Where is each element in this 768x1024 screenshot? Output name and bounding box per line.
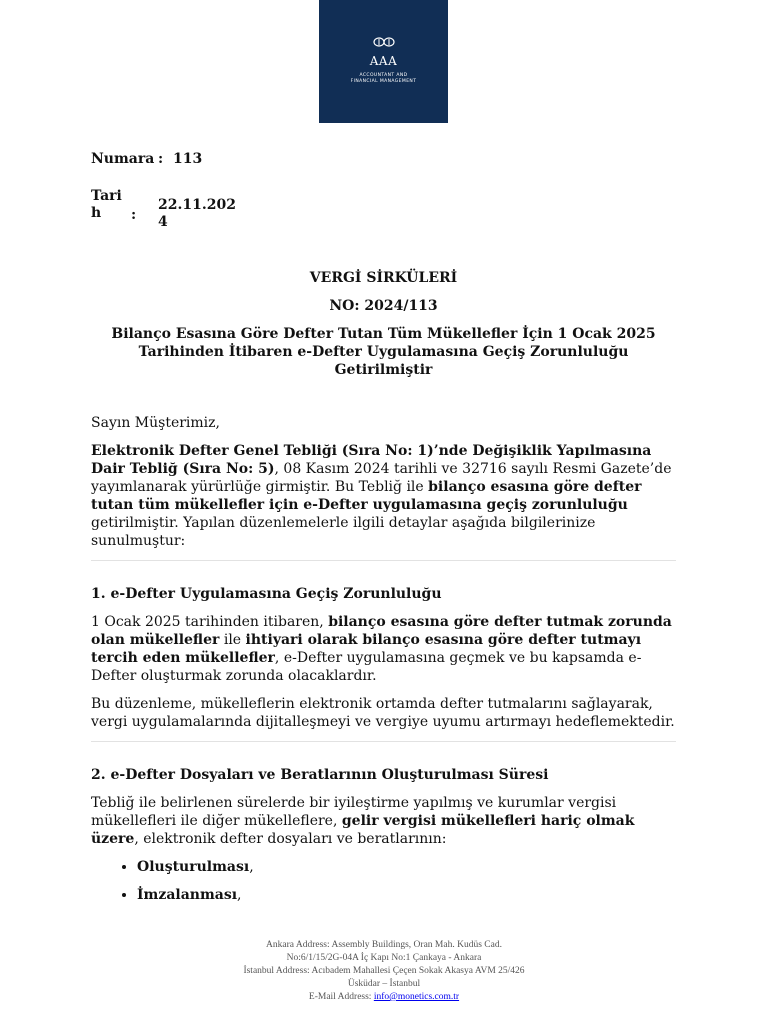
list-item xyxy=(137,858,676,876)
s2-text-2: , elektronik defter dosyaları ve beratlarının: xyxy=(134,831,447,847)
intro-bold-1: Elektronik Defter Genel Tebliği (Sıra No: 1)’nde Değişiklik Yapılmasına Dair Tebliğ (Sıra No: 5) xyxy=(91,443,652,477)
subject-line-3: Getirilmiştir xyxy=(334,362,433,378)
intro-paragraph xyxy=(91,442,676,550)
subject-heading xyxy=(91,325,676,379)
s1-bold-2: ihtiyari olarak bilanço esasına göre defter tutmayı tercih eden mükellefler xyxy=(91,632,642,666)
greeting: Sayın Müşterimiz, xyxy=(91,415,220,431)
section-2-heading: 2. e-Defter Dosyaları ve Beratlarının Oluşturulması Süresi xyxy=(91,767,549,783)
section-divider xyxy=(91,560,676,561)
list-item-text: , xyxy=(249,859,254,875)
logo-emblem-icon xyxy=(373,37,395,47)
subject-line-1: Bilanço Esasına Göre Defter Tutan Tüm Mükellefler İçin 1 Ocak 2025 xyxy=(111,326,656,342)
company-logo xyxy=(319,0,448,123)
page-footer xyxy=(0,939,768,1004)
list-item-bold: Oluşturulması xyxy=(137,859,250,875)
footer-email-label: E-Mail Address: xyxy=(308,992,374,1002)
s2-text-1: Tebliğ ile belirlenen sürelerde bir iyileştirme yapılmış ve kurumlar vergisi mükellefleri ile diğer mükelleflere, xyxy=(91,795,617,829)
logo-subtitle xyxy=(319,73,448,85)
section-2-paragraph-1 xyxy=(91,794,676,848)
footer-istanbul-address-2: Üsküdar – İstanbul xyxy=(347,979,421,989)
s1-bold-1: bilanço esasına göre defter tutmak zorunda olan mükellefler xyxy=(91,614,672,648)
circular-number: NO: 2024/113 xyxy=(329,298,438,314)
s1-text-2: ile xyxy=(219,632,246,648)
number-separator: : xyxy=(158,151,164,167)
section-1-heading: 1. e-Defter Uygulamasına Geçiş Zorunluluğu xyxy=(91,586,442,602)
number-label: Numara xyxy=(91,151,155,167)
date-separator: : xyxy=(131,207,137,223)
section-1-paragraph-2: Bu düzenleme, mükelleflerin elektronik ortamda defter tutmalarını sağlayarak, vergi uygulamalarında dijitalleşmeyi ve vergiye uyumu artırmayı hedeflemektedir. xyxy=(91,696,675,730)
s2-bold-1: gelir vergisi mükellefleri hariç olmak üzere xyxy=(91,813,635,847)
date-label-line-1: Tari xyxy=(91,188,122,204)
document-body xyxy=(91,414,676,914)
date-value-line-1: 22.11.202 xyxy=(158,197,236,213)
date-value xyxy=(158,197,236,231)
list-item xyxy=(137,886,676,904)
document-title: VERGİ SİRKÜLERİ xyxy=(309,270,458,286)
footer-email-line xyxy=(0,991,768,1004)
footer-email-link[interactable]: info@monetics.com.tr xyxy=(373,992,460,1002)
s1-text-1: 1 Ocak 2025 tarihinden itibaren, xyxy=(91,614,329,630)
list-item-bold: İmzalanması xyxy=(137,887,238,903)
section-2-list xyxy=(91,858,676,904)
intro-text-2: getirilmiştir. Yapılan düzenlemelerle ilgili detaylar aşağıda bilgilerinize sunulmuştur: xyxy=(91,515,596,549)
footer-ankara-address-2: No:6/1/15/2G-04A İç Kapı No:1 Çankaya - Ankara xyxy=(286,953,482,963)
section-1-paragraph-1 xyxy=(91,613,676,685)
s1-text-3: , e-Defter uygulamasına geçmek ve bu kapsamda e-Defter oluşturmak zorunda olacaklardır. xyxy=(91,650,642,684)
footer-istanbul-address-1: İstanbul Address: Acıbadem Mahallesi Çeçen Sokak Akasya AVM 25/426 xyxy=(243,966,525,976)
date-value-line-2: 4 xyxy=(158,214,168,230)
section-divider xyxy=(91,741,676,742)
subject-line-2: Tarihinden İtibaren e-Defter Uygulamasına Geçiş Zorunluluğu xyxy=(138,344,629,360)
logo-name: AAA xyxy=(369,54,398,68)
date-label xyxy=(91,188,122,222)
intro-text-1: , 08 Kasım 2024 tarihli ve 32716 sayılı Resmi Gazete’de yayımlanarak yürürlüğe girmiştir. Bu Tebliğ ile xyxy=(91,461,672,495)
intro-bold-2: bilanço esasına göre defter tutan tüm mükellefler için e-Defter uygulamasına geçiş zorunluluğu xyxy=(91,479,642,513)
number-value: 113 xyxy=(173,151,203,167)
list-item-text: , xyxy=(237,887,242,903)
date-label-line-2: h xyxy=(91,205,102,221)
logo-subtitle-line-2: FINANCIAL MANAGEMENT xyxy=(350,79,417,84)
footer-ankara-address-1: Ankara Address: Assembly Buildings, Oran Mah. Kudüs Cad. xyxy=(266,940,502,950)
logo-subtitle-line-1: ACCOUNTANT AND xyxy=(359,73,408,78)
